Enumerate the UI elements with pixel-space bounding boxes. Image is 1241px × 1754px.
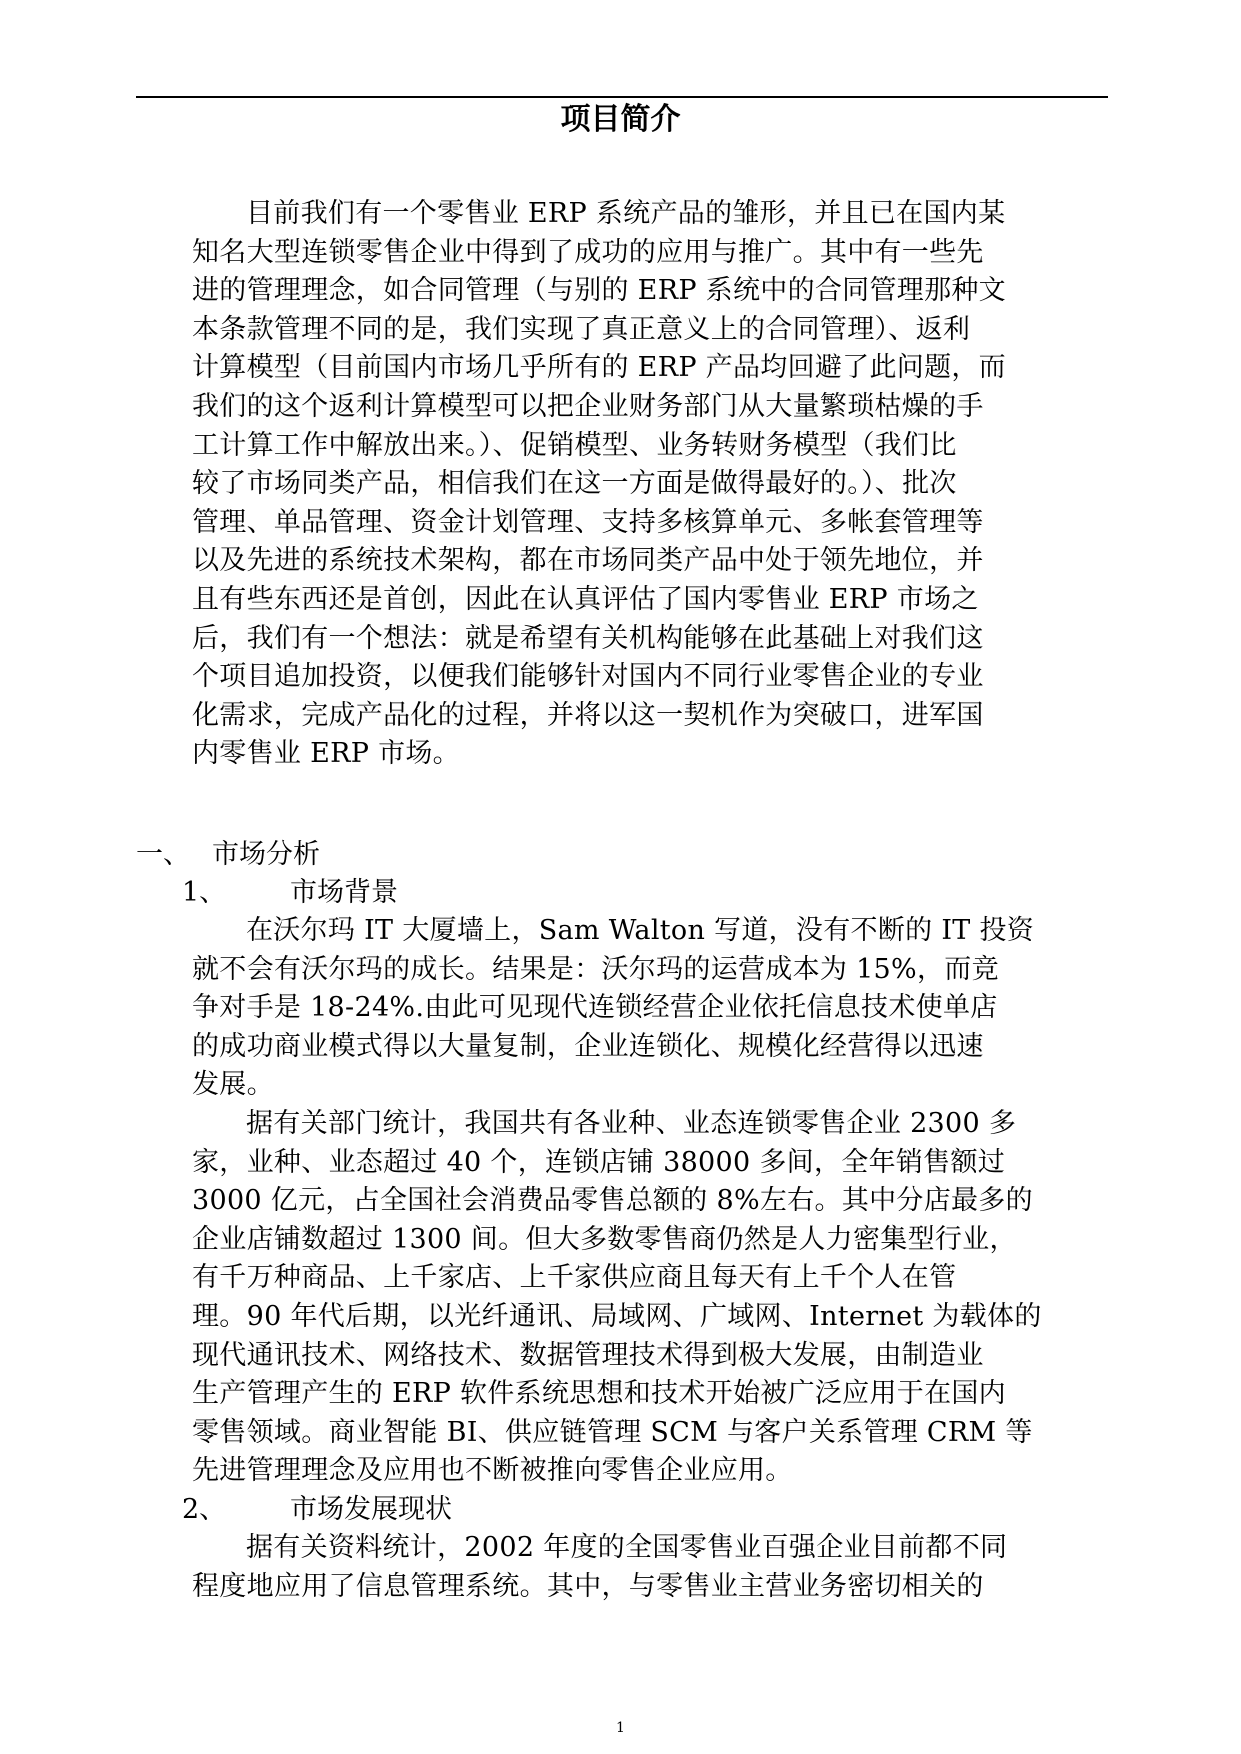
document-body	[192, 195, 1104, 774]
section-title: 市场分析	[212, 839, 320, 870]
document-title: 项目简介	[560, 102, 681, 137]
subsection-heading-market-status	[182, 1491, 1104, 1529]
section-number: 一、	[136, 839, 190, 870]
subsection-title: 市场背景	[290, 877, 398, 908]
subsection-heading-market-background	[182, 874, 1104, 912]
market-background-paragraph-2: 据有关部门统计，我国共有各业种、业态连锁零售企业 2300 多 家，业种、业态超过 40 个，连锁店铺 38000 多间，全年销售额过 3000 亿元，占全国社会消费品零售总额的 8%左右。其中分店最多的 企业店铺数超过 1300 间。但大多数零售商仍然是人力密集型行业， 有千万种商品、上千家店、上千家供应商且每天有上千个人在管 理。90 年代后期，以光纤通讯、局域网、广域网、Internet 为载体的 现代通讯技术、网络技术、数据管理技术得到极大发展，由制造业 生产管理产生的 ERP 软件系统思想和技术开始被广泛应用于在国内 零售领域。商业智能 BI、供应链管理 SCM 与客户关系管理 CRM 等 先进管理理念及应用也不断被推向零售企业应用。	[192, 1107, 1042, 1487]
page-number: 1	[616, 1720, 625, 1736]
subsection-number: 2、	[182, 1493, 227, 1525]
section-market-background	[182, 874, 1104, 1606]
subsection-number: 1、	[182, 877, 227, 908]
market-status-paragraph-1: 据有关资料统计，2002 年度的全国零售业百强企业目前都不同 程度地应用了信息管理系统。其中，与零售业主营业务密切相关的	[192, 1531, 1008, 1602]
section-heading-market-analysis	[136, 836, 320, 874]
subsection-title: 市场发展现状	[290, 1493, 452, 1525]
intro-paragraph: 目前我们有一个零售业 ERP 系统产品的雏形，并且已在国内某 知名大型连锁零售企业中得到了成功的应用与推广。其中有一些先 进的管理理念，如合同管理（与别的 ERP 系统中的合同管理那种文 本条款管理不同的是，我们实现了真正意义上的合同管理）、返利 计算模型（目前国内市场几乎所有的 ERP 产品均回避了此问题，而 我们的这个返利计算模型可以把企业财务部门从大量繁琐枯燥的手 工计算工作中解放出来。）、促销模型、业务转财务模型（我们比 较了市场同类产品，相信我们在这一方面是做得最好的。）、批次 管理、单品管理、资金计划管理、支持多核算单元、多帐套管理等 以及先进的系统技术架构，都在市场同类产品中处于领先地位，并 且有些东西还是首创，因此在认真评估了国内零售业 ERP 市场之 后，我们有一个想法：就是希望有关机构能够在此基础上对我们这 个项目追加投资，以便我们能够针对国内不同行业零售企业的专业 化需求，完成产品化的过程，并将以这一契机作为突破口，进军国 内零售业 ERP 市场。	[192, 198, 1006, 770]
market-background-paragraph-1: 在沃尔玛 IT 大厦墙上，Sam Walton 写道，没有不断的 IT 投资 就不会有沃尔玛的成长。结果是：沃尔玛的运营成本为 15%，而竞 争对手是 18-24%.由此可见现代连锁经营企业依托信息技术使单店 的成功商业模式得以大量复制，企业连锁化、规模化经营得以迅速 发展。	[192, 915, 1035, 1101]
